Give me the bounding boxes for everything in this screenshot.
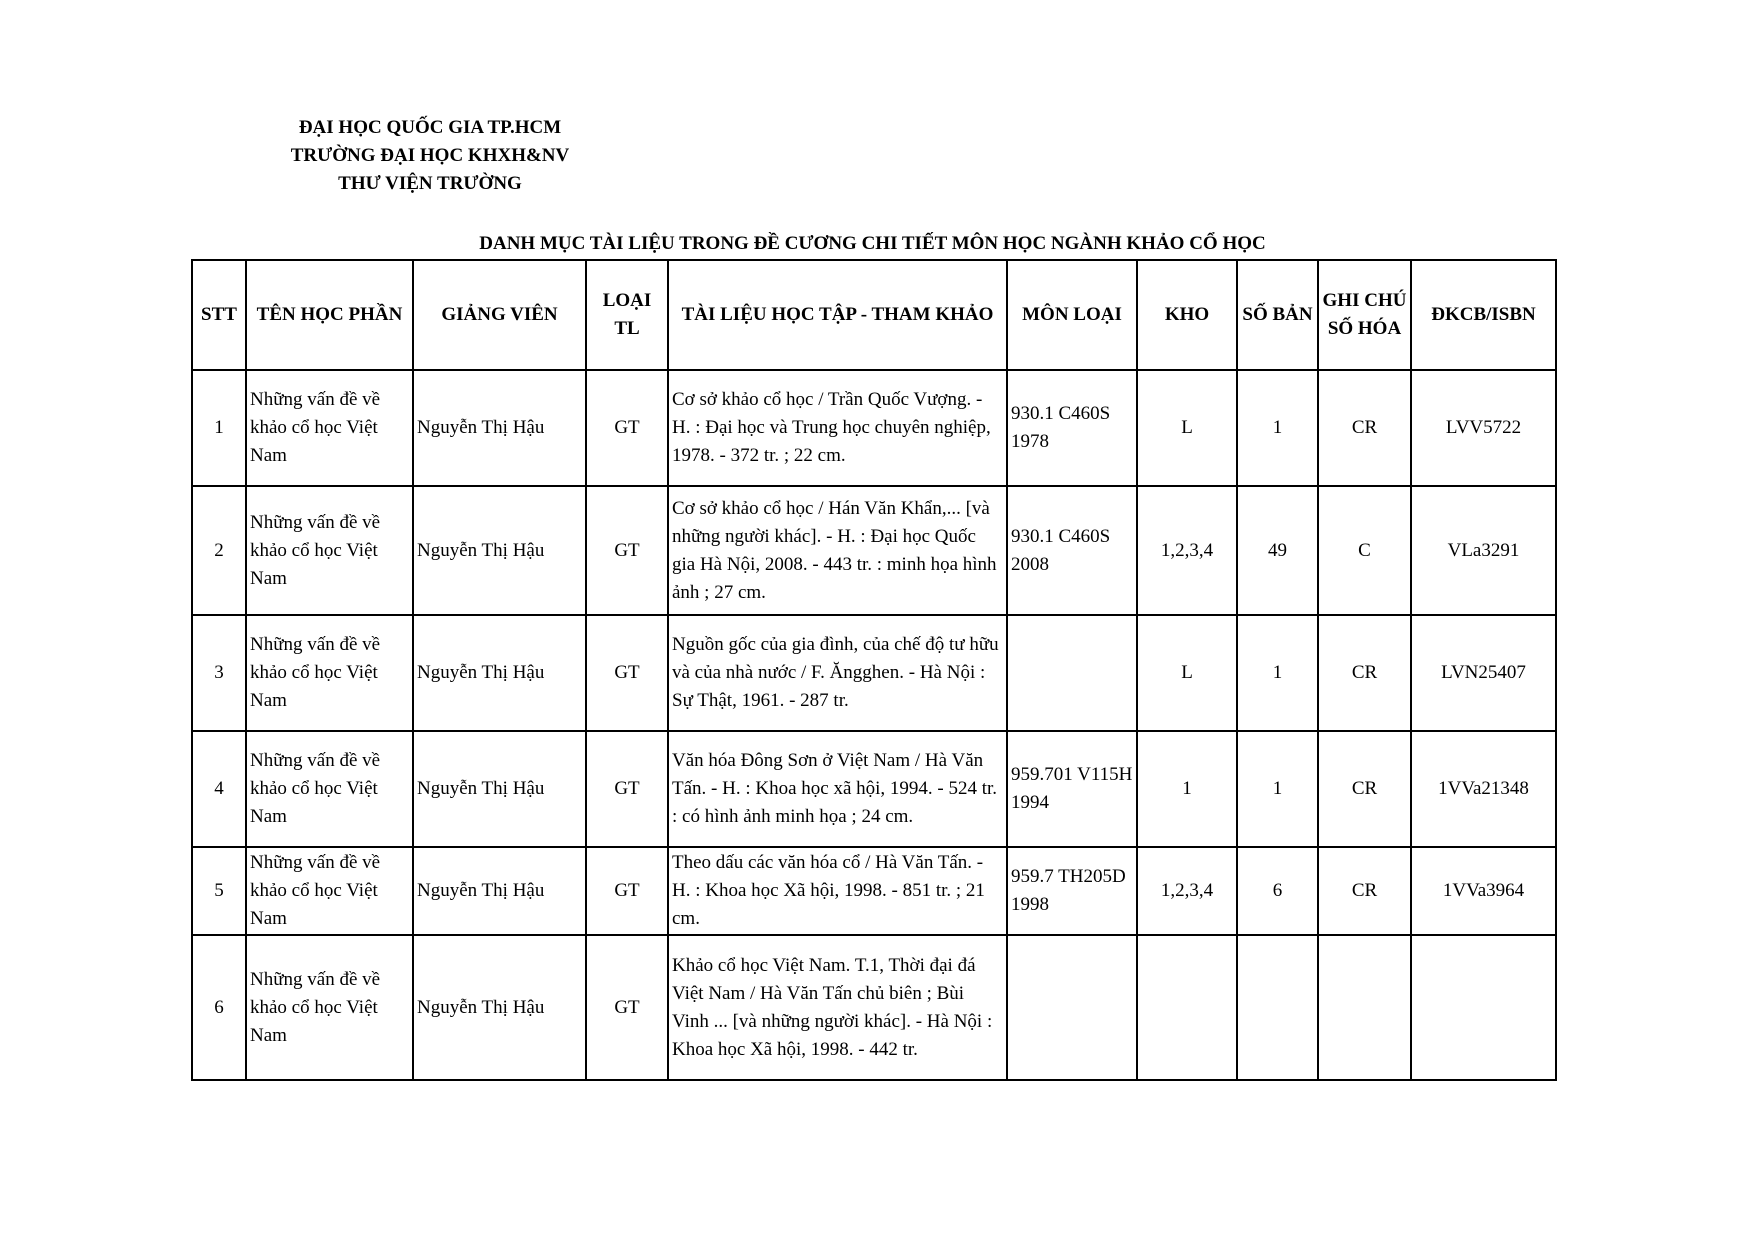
cell-copies: 1 (1237, 615, 1318, 731)
cell-course: Những vấn đề về khảo cổ học Việt Nam (246, 935, 413, 1080)
cell-type: GT (586, 731, 668, 847)
cell-type: GT (586, 370, 668, 486)
cell-digitization-note: CR (1318, 615, 1411, 731)
cell-course: Những vấn đề về khảo cổ học Việt Nam (246, 731, 413, 847)
cell-type: GT (586, 615, 668, 731)
cell-classification: 930.1 C460S 1978 (1007, 370, 1137, 486)
cell-storage: 1,2,3,4 (1137, 486, 1237, 615)
library-name: THƯ VIỆN TRƯỜNG (338, 173, 522, 194)
cell-lecturer: Nguyễn Thị Hậu (413, 370, 586, 486)
university-name: ĐẠI HỌC QUỐC GIA TP.HCM (298, 117, 562, 138)
table-header-row (192, 260, 1556, 370)
cell-course: Những vấn đề về khảo cổ học Việt Nam (246, 370, 413, 486)
column-header-course: TÊN HỌC PHẦN (246, 260, 413, 370)
reference-catalog-table (191, 259, 1557, 1081)
column-header-storage: KHO (1137, 260, 1237, 370)
cell-registration (1411, 935, 1556, 1080)
cell-course: Những vấn đề về khảo cổ học Việt Nam (246, 847, 413, 935)
cell-stt: 4 (192, 731, 246, 847)
cell-storage: 1 (1137, 731, 1237, 847)
cell-digitization-note: CR (1318, 731, 1411, 847)
table-row (192, 486, 1556, 615)
cell-registration: 1VVa3964 (1411, 847, 1556, 935)
cell-lecturer: Nguyễn Thị Hậu (413, 731, 586, 847)
cell-digitization-note (1318, 935, 1411, 1080)
cell-classification (1007, 935, 1137, 1080)
column-header-digitization-note: GHI CHÚ SỐ HÓA (1318, 260, 1411, 370)
table-row (192, 370, 1556, 486)
cell-registration: VLa3291 (1411, 486, 1556, 615)
cell-registration: 1VVa21348 (1411, 731, 1556, 847)
cell-reference: Nguồn gốc của gia đình, của chế độ tư hữu và của nhà nước / F. Ăngghen. - Hà Nội : Sự Thật, 1961. - 287 tr. (668, 615, 1007, 731)
cell-stt: 6 (192, 935, 246, 1080)
column-header-copies: SỐ BẢN (1237, 260, 1318, 370)
column-header-reference: TÀI LIỆU HỌC TẬP - THAM KHẢO (668, 260, 1007, 370)
column-header-lecturer: GIẢNG VIÊN (413, 260, 586, 370)
column-header-type: LOẠI TL (586, 260, 668, 370)
cell-stt: 2 (192, 486, 246, 615)
cell-reference: Cơ sở khảo cổ học / Trần Quốc Vượng. - H. : Đại học và Trung học chuyên nghiệp, 1978. - 372 tr. ; 22 cm. (668, 370, 1007, 486)
cell-storage (1137, 935, 1237, 1080)
cell-lecturer: Nguyễn Thị Hậu (413, 615, 586, 731)
column-header-classification: MÔN LOẠI (1007, 260, 1137, 370)
cell-copies: 1 (1237, 731, 1318, 847)
cell-stt: 3 (192, 615, 246, 731)
cell-copies (1237, 935, 1318, 1080)
column-header-registration: ĐKCB/ISBN (1411, 260, 1556, 370)
cell-digitization-note: C (1318, 486, 1411, 615)
cell-lecturer: Nguyễn Thị Hậu (413, 935, 586, 1080)
cell-reference: Khảo cổ học Việt Nam. T.1, Thời đại đá Việt Nam / Hà Văn Tấn chủ biên ; Bùi Vinh ... [và những người khác]. - Hà Nội : Khoa học Xã hội, 1998. - 442 tr. (668, 935, 1007, 1080)
cell-digitization-note: CR (1318, 370, 1411, 486)
document-header (230, 114, 630, 198)
cell-storage: 1,2,3,4 (1137, 847, 1237, 935)
cell-type: GT (586, 847, 668, 935)
cell-copies: 6 (1237, 847, 1318, 935)
cell-course: Những vấn đề về khảo cổ học Việt Nam (246, 615, 413, 731)
cell-storage: L (1137, 370, 1237, 486)
cell-lecturer: Nguyễn Thị Hậu (413, 486, 586, 615)
cell-copies: 1 (1237, 370, 1318, 486)
cell-digitization-note: CR (1318, 847, 1411, 935)
cell-reference: Cơ sở khảo cổ học / Hán Văn Khẩn,... [và những người khác]. - H. : Đại học Quốc gia Hà Nội, 2008. - 443 tr. : minh họa hình ảnh ; 27 cm. (668, 486, 1007, 615)
cell-stt: 1 (192, 370, 246, 486)
table-row (192, 731, 1556, 847)
cell-type: GT (586, 486, 668, 615)
cell-stt: 5 (192, 847, 246, 935)
cell-reference: Văn hóa Đông Sơn ở Việt Nam / Hà Văn Tấn. - H. : Khoa học xã hội, 1994. - 524 tr. : có hình ảnh minh họa ; 24 cm. (668, 731, 1007, 847)
table-row (192, 935, 1556, 1080)
cell-classification: 959.7 TH205D 1998 (1007, 847, 1137, 935)
cell-lecturer: Nguyễn Thị Hậu (413, 847, 586, 935)
table-row (192, 847, 1556, 935)
cell-storage: L (1137, 615, 1237, 731)
document-title: DANH MỤC TÀI LIỆU TRONG ĐỀ CƯƠNG CHI TIẾT MÔN HỌC NGÀNH KHẢO CỔ HỌC (479, 233, 1266, 254)
table-row (192, 615, 1556, 731)
column-header-stt: STT (192, 260, 246, 370)
cell-registration: LVV5722 (1411, 370, 1556, 486)
cell-copies: 49 (1237, 486, 1318, 615)
cell-classification (1007, 615, 1137, 731)
cell-course: Những vấn đề về khảo cổ học Việt Nam (246, 486, 413, 615)
school-name: TRƯỜNG ĐẠI HỌC KHXH&NV (290, 145, 570, 166)
cell-type: GT (586, 935, 668, 1080)
cell-registration: LVN25407 (1411, 615, 1556, 731)
cell-classification: 959.701 V115H 1994 (1007, 731, 1137, 847)
cell-classification: 930.1 C460S 2008 (1007, 486, 1137, 615)
cell-reference: Theo dấu các văn hóa cổ / Hà Văn Tấn. - H. : Khoa học Xã hội, 1998. - 851 tr. ; 21 cm. (668, 847, 1007, 935)
